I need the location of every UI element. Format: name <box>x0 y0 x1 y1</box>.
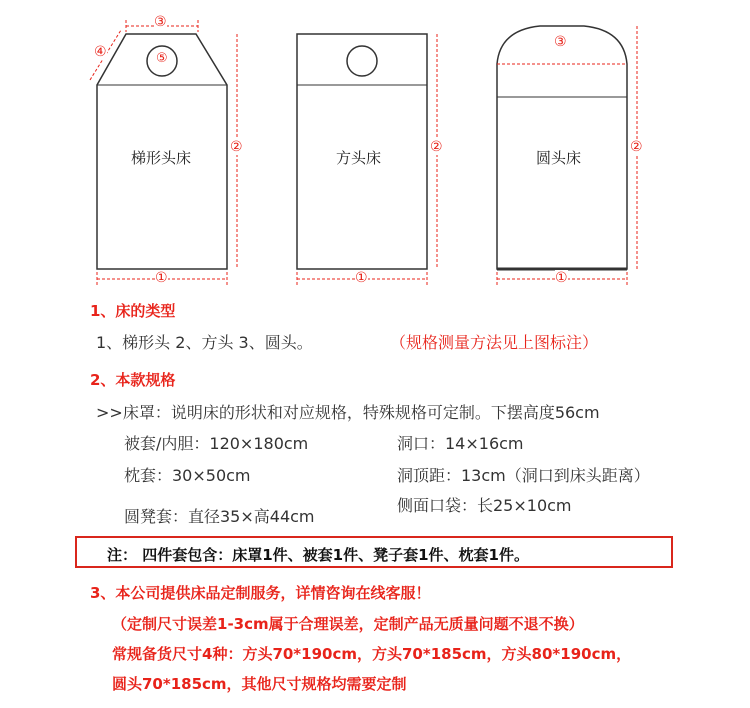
marker-5-bed1: ⑤ <box>156 51 168 66</box>
spec-quilt: 被套/内胆：120×180cm <box>124 434 309 453</box>
section1-heading: 1、床的类型 <box>90 302 176 320</box>
spec-hole: 洞口：14×16cm <box>397 434 524 453</box>
bed-label-square: 方头床 <box>336 149 382 167</box>
package-notice-box <box>75 536 673 568</box>
stock-sizes-line2: 圆头70*185cm，其他尺寸规格均需要定制 <box>112 675 407 693</box>
bed-label-trapezoid: 梯形头床 <box>131 149 192 167</box>
bed-types-list: 1、梯形头 2、方头 3、圆头。 <box>96 333 313 352</box>
measure-note: （规格测量方法见上图标注） <box>390 333 599 352</box>
bed-label-round: 圆头床 <box>536 149 582 167</box>
marker-1-bed3: ① <box>555 270 568 286</box>
marker-2-bed1: ② <box>230 139 243 155</box>
marker-4-bed1: ④ <box>94 44 107 60</box>
section3-heading: 3、本公司提供床品定制服务，详情咨询在线客服！ <box>90 584 431 602</box>
marker-1-bed2: ① <box>355 270 368 286</box>
marker-3-bed3: ③ <box>554 34 567 50</box>
marker-2-bed3: ② <box>630 139 643 155</box>
custom-error-note: （定制尺寸误差1-3cm属于合理误差，定制产品无质量问题不退不换） <box>112 615 584 633</box>
marker-1-bed1: ① <box>155 270 168 286</box>
stock-sizes-line1: 常规备货尺寸4种：方头70*190cm，方头70*185cm，方头80*190cm， <box>112 645 632 663</box>
section2-heading: 2、本款规格 <box>90 371 176 389</box>
spec-hole-top: 洞顶距：13cm（洞口到床头距离） <box>397 466 650 485</box>
marker-3-bed1: ③ <box>154 14 167 30</box>
spec-pocket: 侧面口袋：长25×10cm <box>397 496 572 515</box>
spec-stool: 圆凳套：直径35×高44cm <box>124 507 315 526</box>
package-notice: 注： 四件套包含：床罩1件、被套1件、凳子套1件、枕套1件。 <box>107 546 529 564</box>
marker-2-bed2: ② <box>430 139 443 155</box>
spec-bedspread: >>床罩：说明床的形状和对应规格，特殊规格可定制。下摆高度56cm <box>96 403 600 422</box>
spec-pillow: 枕套：30×50cm <box>124 466 251 485</box>
